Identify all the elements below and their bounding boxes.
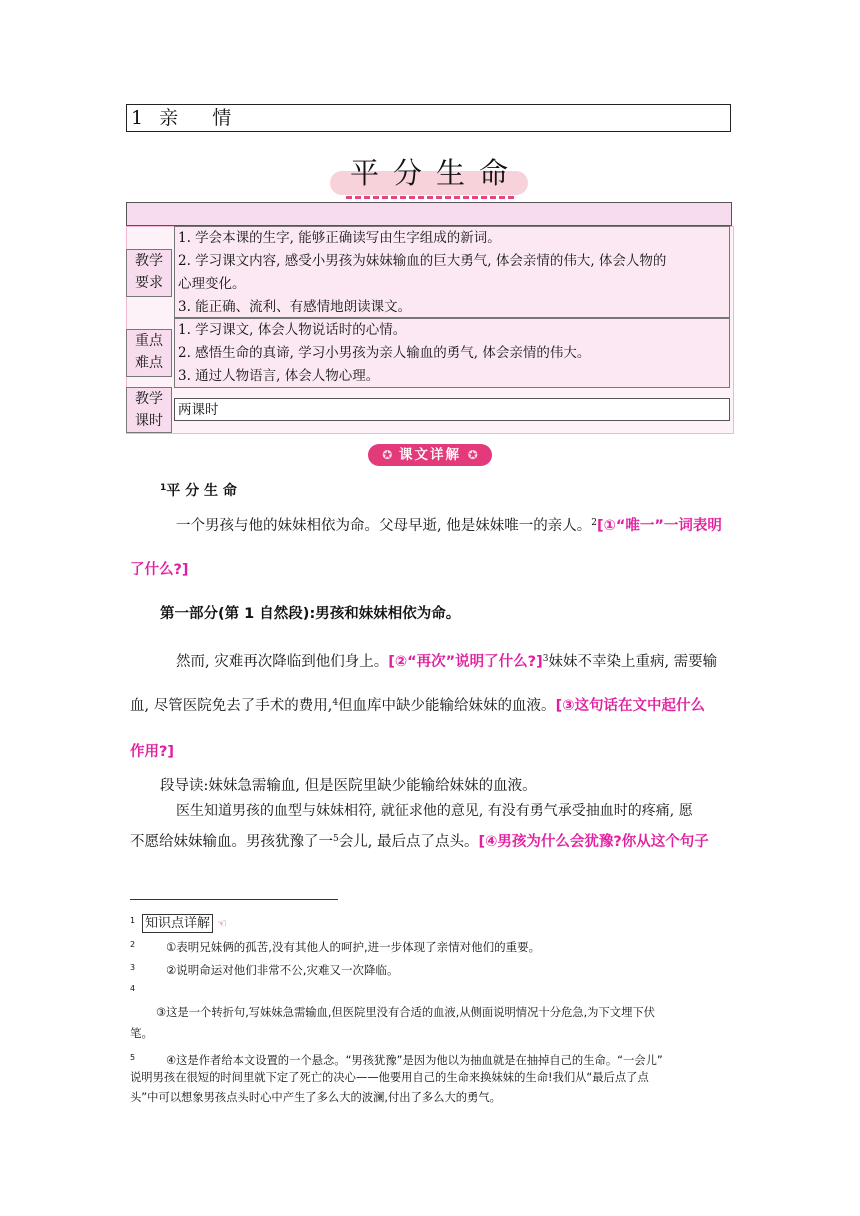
list-item: 3. 能正确、流利、有感情地朗读课文。 [178, 299, 412, 315]
lesson-banner [326, 154, 532, 200]
cell-key-difficulties [174, 318, 730, 388]
list-item: 两课时 [178, 402, 219, 418]
question-3-cont: 作用?] [130, 744, 175, 760]
lesson-title: 平分生命 [349, 156, 522, 190]
unit-title-char-2: 情 [212, 107, 232, 129]
cell-teaching-requirements [174, 226, 730, 318]
section-badge [368, 444, 492, 466]
unit-number: 1 [131, 107, 144, 129]
paragraph-guide: 段导读:妹妹急需输血, 但是医院里缺少能输给妹妹的血液。 [160, 778, 537, 794]
footnote-5-line-2: 说明男孩在很短的时间里就下定了死亡的决心——他要用自己的生命来换妹妹的生命!我们从“最后点了点 [130, 1071, 649, 1084]
footnote-4-number: 4 [130, 984, 136, 993]
paragraph-2: 然而, 灾难再次降临到他们身上。[②“再次”说明了什么?]$^3$妹妹不幸染上重病, 需要输 [176, 654, 718, 670]
footnote-4: ③这是一个转折句,写妹妹急需输血,但医院里没有合适的血液,从侧面说明情况十分危急,为下文埋下伏 [156, 1006, 655, 1019]
footnote-1: 1 知识点详解 ☜ [130, 916, 227, 931]
list-item: 心理变化。 [178, 276, 246, 292]
question-1-cont: 了什么?] [130, 562, 189, 578]
star-icon: ✪ [467, 448, 478, 462]
section-badge-label: 课文详解 [399, 447, 461, 463]
footnote-2: 2 ①表明兄妹俩的孤苦,没有其他人的呵护,进一步体现了亲情对他们的重要。 [130, 940, 541, 954]
list-item: 1. 学会本课的生字, 能够正确读写由生字组成的新词。 [178, 230, 501, 246]
article-title: $^1$平 分 生 命 [160, 483, 237, 499]
paragraph-3: 医生知道男孩的血型与妹妹相符, 就征求他的意见, 有没有勇气承受抽血时的疼痛, 愿 [176, 803, 693, 819]
footnote-3: 3 ②说明命运对他们非常不公,灾难又一次降临。 [130, 963, 399, 977]
cell-class-hours [174, 398, 730, 421]
paragraph-2-line-2: 血, 尽管医院免去了手术的费用,$^4$但血库中缺少能输给妹妹的血液。[③这句话在文中起什么 [130, 698, 705, 714]
footnote-5: 5 ④这是作者给本文设置的一个悬念。“男孩犹豫”是因为他以为抽血就是在抽掉自己的生命。“一会儿” [130, 1053, 663, 1067]
label-teaching-requirements: 教学 要求 [126, 249, 172, 297]
question-4: [④男孩为什么会犹豫?你从这个句子 [478, 834, 709, 850]
label-class-hours: 教学 课时 [126, 387, 172, 433]
star-icon: ✪ [382, 448, 393, 462]
banner-dashed-underline [346, 196, 514, 199]
list-item: 2. 学习课文内容, 感受小男孩为妹妹输血的巨大勇气, 体会亲情的伟大, 体会人物的 [178, 253, 667, 269]
pointing-hand-icon: ☜ [217, 917, 227, 930]
question-3: [③这句话在文中起什么 [555, 698, 705, 714]
paragraph-1: 一个男孩与他的妹妹相依为命。父母早逝, 他是妹妹唯一的亲人。$^2$[①“唯一”一词表明 [176, 518, 722, 534]
unit-header [126, 104, 731, 132]
unit-title-char-1: 亲 [159, 107, 179, 129]
list-item: 1. 学习课文, 体会人物说话时的心情。 [178, 322, 407, 338]
footnote-divider [130, 899, 338, 900]
knowledge-point-label: 知识点详解 [142, 914, 213, 933]
table-header-bar [126, 202, 732, 226]
list-item: 2. 感悟生命的真谛, 学习小男孩为亲人输血的勇气, 体会亲情的伟大。 [178, 345, 591, 361]
question-2: [②“再次”说明了什么?] [388, 654, 543, 670]
paragraph-3-line-2: 不愿给妹妹输血。男孩犹豫了一$^5$会儿, 最后点了点头。[④男孩为什么会犹豫?你从这个句子 [130, 834, 709, 850]
question-1: [①“唯一”一词表明 [596, 518, 722, 534]
footnote-4-cont: 笔。 [130, 1026, 153, 1040]
label-key-difficulties: 重点 难点 [126, 329, 172, 377]
footnote-5-line-3: 头”中可以想象男孩点头时心中产生了多么大的波澜,付出了多么大的勇气。 [130, 1091, 501, 1104]
part-heading: 第一部分(第 1 自然段):男孩和妹妹相依为命。 [160, 606, 461, 622]
list-item: 3. 通过人物语言, 体会人物心理。 [178, 368, 380, 384]
